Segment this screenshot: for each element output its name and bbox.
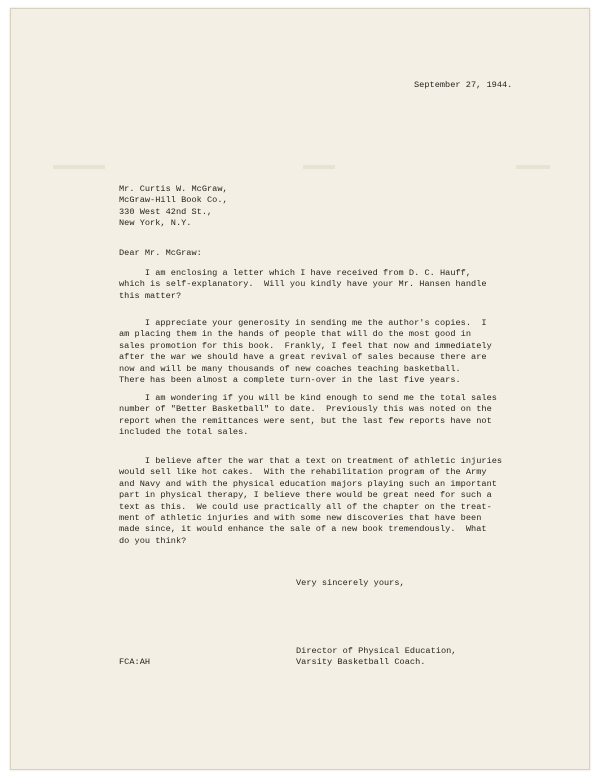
paragraph-line: There has been almost a complete turn-over in the last five years. [119,375,461,386]
paragraph-line: report when the remittances were sent, but the last few reports have not [119,415,492,426]
paragraph-1 [119,268,487,302]
recipient-address [119,184,228,230]
paragraph-line: which is self-explanatory. Will you kindly have your Mr. Hansen handle [119,279,487,290]
paragraph-3 [119,393,497,439]
paragraph-line: text as this. We could use practically all of the chapter on the treat- [119,501,492,512]
paragraph-line: would sell like hot cakes. With the rehabilitation program of the Army [119,467,487,478]
paragraph-line: I believe after the war that a text on treatment of athletic injuries [119,456,503,466]
faint-mark [516,165,550,169]
paragraph-line: I am wondering if you will be kind enough to send me the total sales [119,393,497,403]
paragraph-line: I appreciate your generosity in sending me the author's copies. I [119,318,487,328]
paragraph-line: this matter? [119,290,182,301]
paragraph-2 [119,318,492,386]
paragraph-line: included the total sales. [119,427,249,438]
address-line: New York, N.Y. [119,218,192,229]
paragraph-line: part in physical therapy, I believe there would be great need for such a [119,490,492,501]
signature-title: Varsity Basketball Coach. [296,657,426,668]
paragraph-line: and Navy and with the physical education majors playing such an important [119,478,497,489]
paragraph-line: I am enclosing a letter which I have received from D. C. Hauff, [119,268,472,278]
address-line: 330 West 42nd St., [119,206,213,217]
paragraph-line: do you think? [119,535,187,546]
paragraph-4 [119,456,502,547]
faint-mark [303,165,335,169]
signature-block [296,646,457,669]
paragraph-line: sales promotion for this book. Frankly, I feel that now and immediately [119,340,492,351]
reference-initials: FCA:AH [119,657,151,667]
faint-mark [53,165,105,169]
paragraph-line: after the war we should have a great revival of sales because there are [119,352,487,363]
address-line: McGraw-Hill Book Co., [119,195,228,206]
closing: Very sincerely yours, [296,578,405,588]
paragraph-line: am placing them in the hands of people that will do the most good in [119,329,472,340]
address-line: Mr. Curtis W. McGraw, [119,184,228,194]
salutation: Dear Mr. McGraw: [119,248,202,258]
signature-title: Director of Physical Education, [296,646,457,656]
paragraph-line: made since, it would enhance the sale of a new book tremendously. What [119,524,487,535]
paragraph-line: now and will be many thousands of new coaches teaching basketball. [119,363,461,374]
paragraph-line: number of "Better Basketball" to date. Previously this was noted on the [119,404,492,415]
letter-date: September 27, 1944. [414,80,513,90]
paragraph-line: ment of athletic injuries and with some new discoveries that have been [119,513,482,524]
